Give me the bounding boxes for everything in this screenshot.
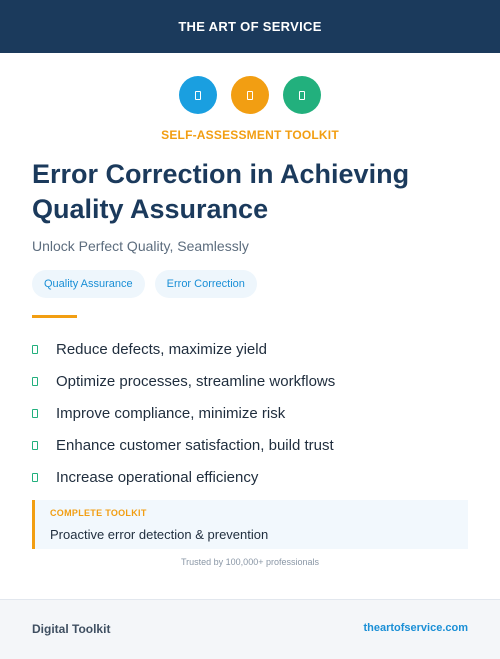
feature-text: Improve compliance, minimize risk: [56, 404, 286, 422]
feature-text: Enhance customer satisfaction, build trust: [56, 436, 334, 454]
tag-quality-assurance: Quality Assurance: [32, 270, 145, 298]
tag-list: [32, 270, 257, 298]
icon-badge-green: [283, 76, 321, 114]
check-icon: [32, 409, 38, 418]
brand-name: THE ART OF SERVICE: [178, 19, 322, 34]
kicker-label: SELF-ASSESSMENT TOOLKIT: [161, 128, 339, 142]
page-title: Error Correction in Achieving Quality Assurance: [32, 159, 410, 224]
footer-label: Digital Toolkit: [32, 622, 111, 636]
feature-text: Reduce defects, maximize yield: [56, 340, 267, 358]
icon-row: [0, 76, 500, 114]
header-bar: [0, 0, 500, 53]
document-icon: [247, 91, 253, 100]
website-link[interactable]: theartofservice.com: [363, 622, 468, 634]
feature-text: Increase operational efficiency: [56, 468, 259, 486]
footer: [0, 599, 500, 659]
icon-badge-blue: [179, 76, 217, 114]
document-icon: [299, 91, 305, 100]
list-item: [32, 397, 335, 429]
document-icon: [195, 91, 201, 100]
list-item: [32, 429, 335, 461]
accent-divider: [32, 315, 77, 318]
subtitle: Unlock Perfect Quality, Seamlessly: [32, 238, 249, 254]
icon-badge-orange: [231, 76, 269, 114]
feature-text: Optimize processes, streamline workflows: [56, 372, 336, 390]
callout-label: COMPLETE TOOLKIT: [50, 508, 147, 518]
list-item: [32, 365, 335, 397]
check-icon: [32, 441, 38, 450]
toolkit-callout: [32, 500, 468, 549]
check-icon: [32, 377, 38, 386]
tag-error-correction: Error Correction: [155, 270, 257, 298]
list-item: [32, 333, 335, 365]
callout-text: Proactive error detection & prevention: [50, 527, 269, 542]
check-icon: [32, 473, 38, 482]
feature-list: [32, 333, 335, 493]
check-icon: [32, 345, 38, 354]
list-item: [32, 461, 335, 493]
trust-note: Trusted by 100,000+ professionals: [180, 557, 319, 567]
